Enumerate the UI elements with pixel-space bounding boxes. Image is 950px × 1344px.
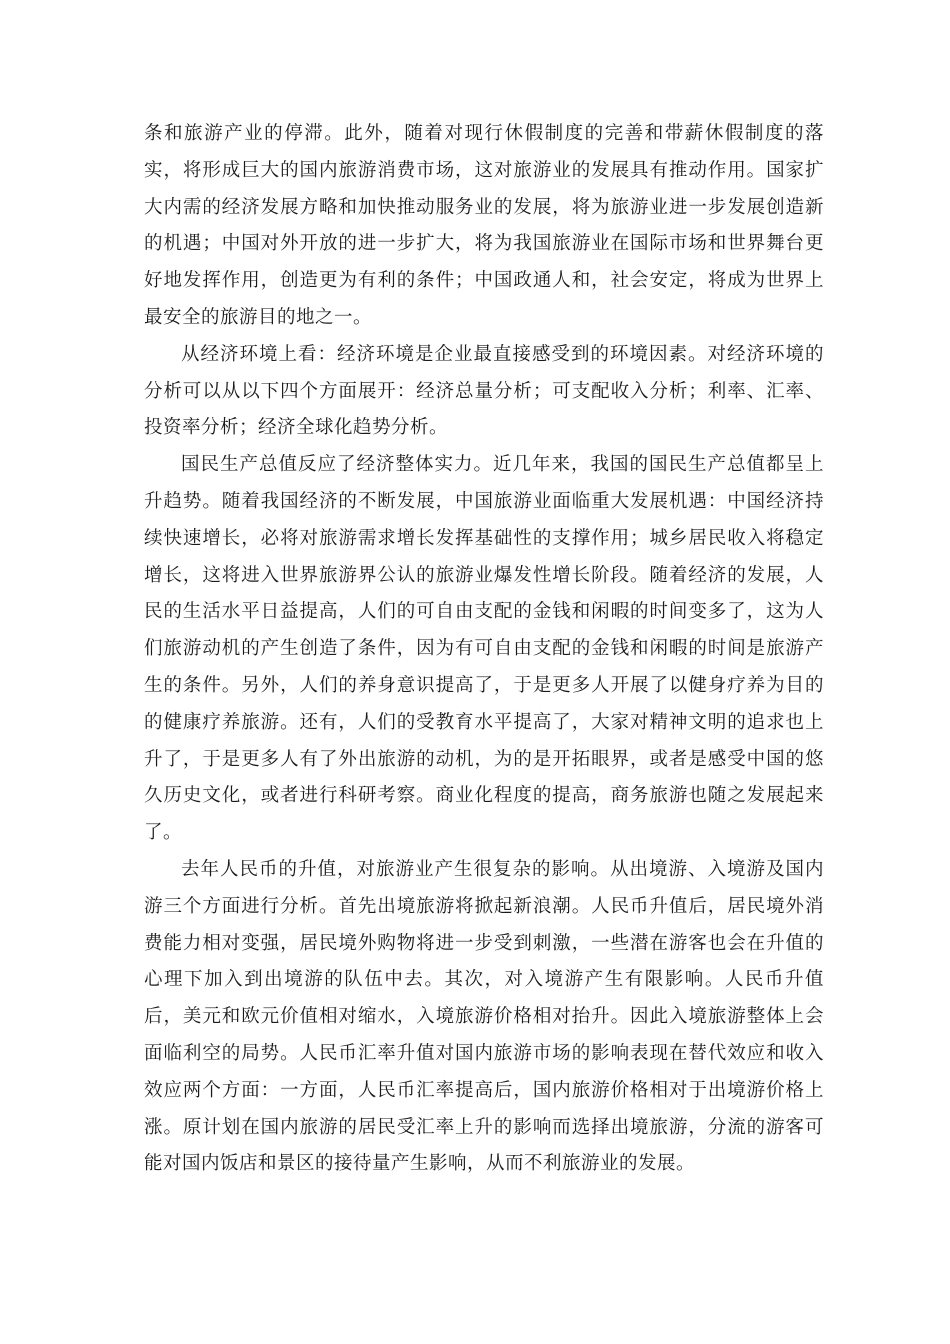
paragraph-continuation: 条和旅游产业的停滞。此外，随着对现行休假制度的完善和带薪休假制度的落实，将形成巨大的国内旅游消费市场，这对旅游业的发展具有推动作用。国家扩大内需的经济发展方略和加快推动服务业的发展，将为旅游业进一步发展创造新的机遇；中国对外开放的进一步扩大，将为我国旅游业在国际市场和世界舞台更好地发挥作用，创造更为有利的条件；中国政通人和，社会安定，将成为世界上最安全的旅游目的地之一。 [144, 123, 824, 328]
paragraph-rmb-appreciation: 去年人民币的升值，对旅游业产生很复杂的影响。从出境游、入境游及国内游三个方面进行分析。首先出境旅游将掀起新浪潮。人民币升值后，居民境外消费能力相对变强，居民境外购物将进一步受到刺激，一些潜在游客也会在升值的心理下加入到出境游的队伍中去。其次，对入境游产生有限影响。人民币升值后，美元和欧元价值相对缩水，入境旅游价格相对抬升。因此入境旅游整体上会面临利空的局势。人民币汇率升值对国内旅游市场的影响表现在替代效应和收入效应两个方面：一方面，人民币汇率提高后，国内旅游价格相对于出境游价格上涨。原计划在国内旅游的居民受汇率上升的影响而选择出境旅游，分流的游客可能对国内饭店和景区的接待量产生影响，从而不利旅游业的发展。 [144, 858, 824, 1175]
document-body [144, 116, 824, 1183]
paragraph-economic-environment: 从经济环境上看：经济环境是企业最直接感受到的环境因素。对经济环境的分析可以从以下四个方面展开：经济总量分析；可支配收入分析；利率、汇率、投资率分析；经济全球化趋势分析。 [144, 343, 824, 439]
paragraph-gnp: 国民生产总值反应了经济整体实力。近几年来，我国的国民生产总值都呈上升趋势。随着我国经济的不断发展，中国旅游业面临重大发展机遇：中国经济持续快速增长，必将对旅游需求增长发挥基础性的支撑作用；城乡居民收入将稳定增长，这将进入世界旅游界公认的旅游业爆发性增长阶段。随着经济的发展，人民的生活水平日益提高，人们的可自由支配的金钱和闲暇的时间变多了，这为人们旅游动机的产生创造了条件，因为有可自由支配的金钱和闲暇的时间是旅游产生的条件。另外，人们的养身意识提高了，于是更多人开展了以健身疗养为目的的健康疗养旅游。还有，人们的受教育水平提高了，大家对精神文明的追求也上升了，于是更多人有了外出旅游的动机，为的是开拓眼界，或者是感受中国的悠久历史文化，或者进行科研考察。商业化程度的提高，商务旅游也随之发展起来了。 [144, 454, 824, 844]
